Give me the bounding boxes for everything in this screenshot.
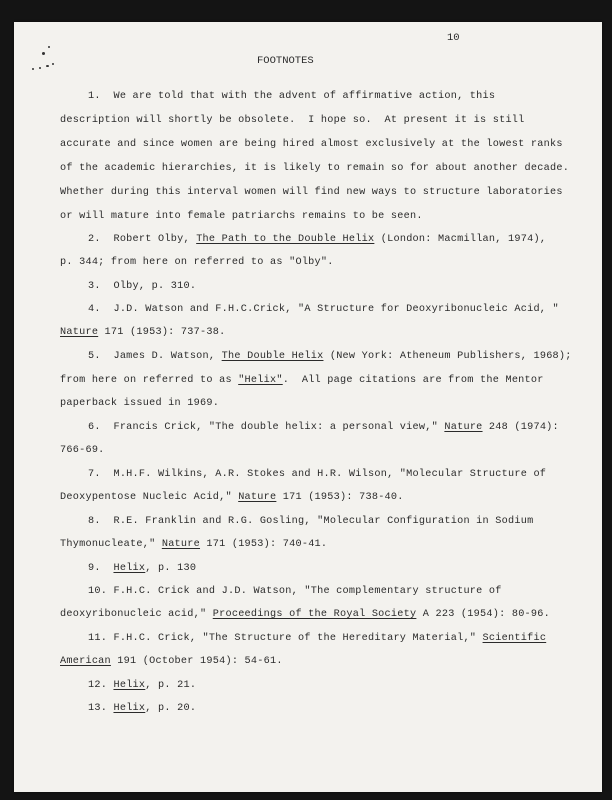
footnote-line: Thymonucleate," Nature 171 (1953): 740-41. [60,539,328,550]
footnote-line: 13. Helix, p. 20. [88,703,197,714]
footnote-line: from here on referred to as "Helix". All page citations are from the Mentor [60,375,544,386]
footnote-line: of the academic hierarchies, it is likely to remain so for about another decade. [60,163,570,174]
footnote-line: 6. Francis Crick, "The double helix: a personal view," Nature 248 (1974): [88,422,559,433]
footnote-line: 5. James D. Watson, The Double Helix (New York: Atheneum Publishers, 1968); [88,351,572,362]
footnote-line: p. 344; from here on referred to as "Olby". [60,257,334,268]
footnote-line: 8. R.E. Franklin and R.G. Gosling, "Molecular Configuration in Sodium [88,516,534,527]
footnote-line: 12. Helix, p. 21. [88,680,197,691]
footnote-line: deoxyribonucleic acid," Proceedings of the Royal Society A 223 (1954): 80-96. [60,609,551,620]
document-page [14,22,602,792]
footnote-line: 3. Olby, p. 310. [88,281,197,292]
footnote-line: 4. J.D. Watson and F.H.C.Crick, "A Structure for Deoxyribonucleic Acid, " [88,304,559,315]
footnote-line: 766-69. [60,445,105,456]
footnote-line: 7. M.H.F. Wilkins, A.R. Stokes and H.R. Wilson, "Molecular Structure of [88,469,547,480]
footnote-line: American 191 (October 1954): 54-61. [60,656,283,667]
footnote-line: Whether during this interval women will find new ways to structure laboratories [60,187,563,198]
ink-specks [30,42,60,72]
footnote-line: 11. F.H.C. Crick, "The Structure of the Hereditary Material," Scientific [88,633,547,644]
footnote-line: accurate and since women are being hired almost exclusively at the lowest ranks [60,139,563,150]
page-title: FOOTNOTES [257,55,314,67]
footnote-line: 9. Helix, p. 130 [88,563,197,574]
footnote-line: 1. We are told that with the advent of affirmative action, this [88,91,496,102]
footnote-line: 2. Robert Olby, The Path to the Double Helix (London: Macmillan, 1974), [88,234,547,245]
footnote-line: Deoxypentose Nucleic Acid," Nature 171 (1953): 738-40. [60,492,404,503]
footnote-line: description will shortly be obsolete. I hope so. At present it is still [60,115,525,126]
footnote-line: paperback issued in 1969. [60,398,220,409]
footnote-line: Nature 171 (1953): 737-38. [60,327,226,338]
footnote-line: or will mature into female patriarchs remains to be seen. [60,211,423,222]
page-number: 10 [447,32,460,44]
footnote-line: 10. F.H.C. Crick and J.D. Watson, "The complementary structure of [88,586,502,597]
